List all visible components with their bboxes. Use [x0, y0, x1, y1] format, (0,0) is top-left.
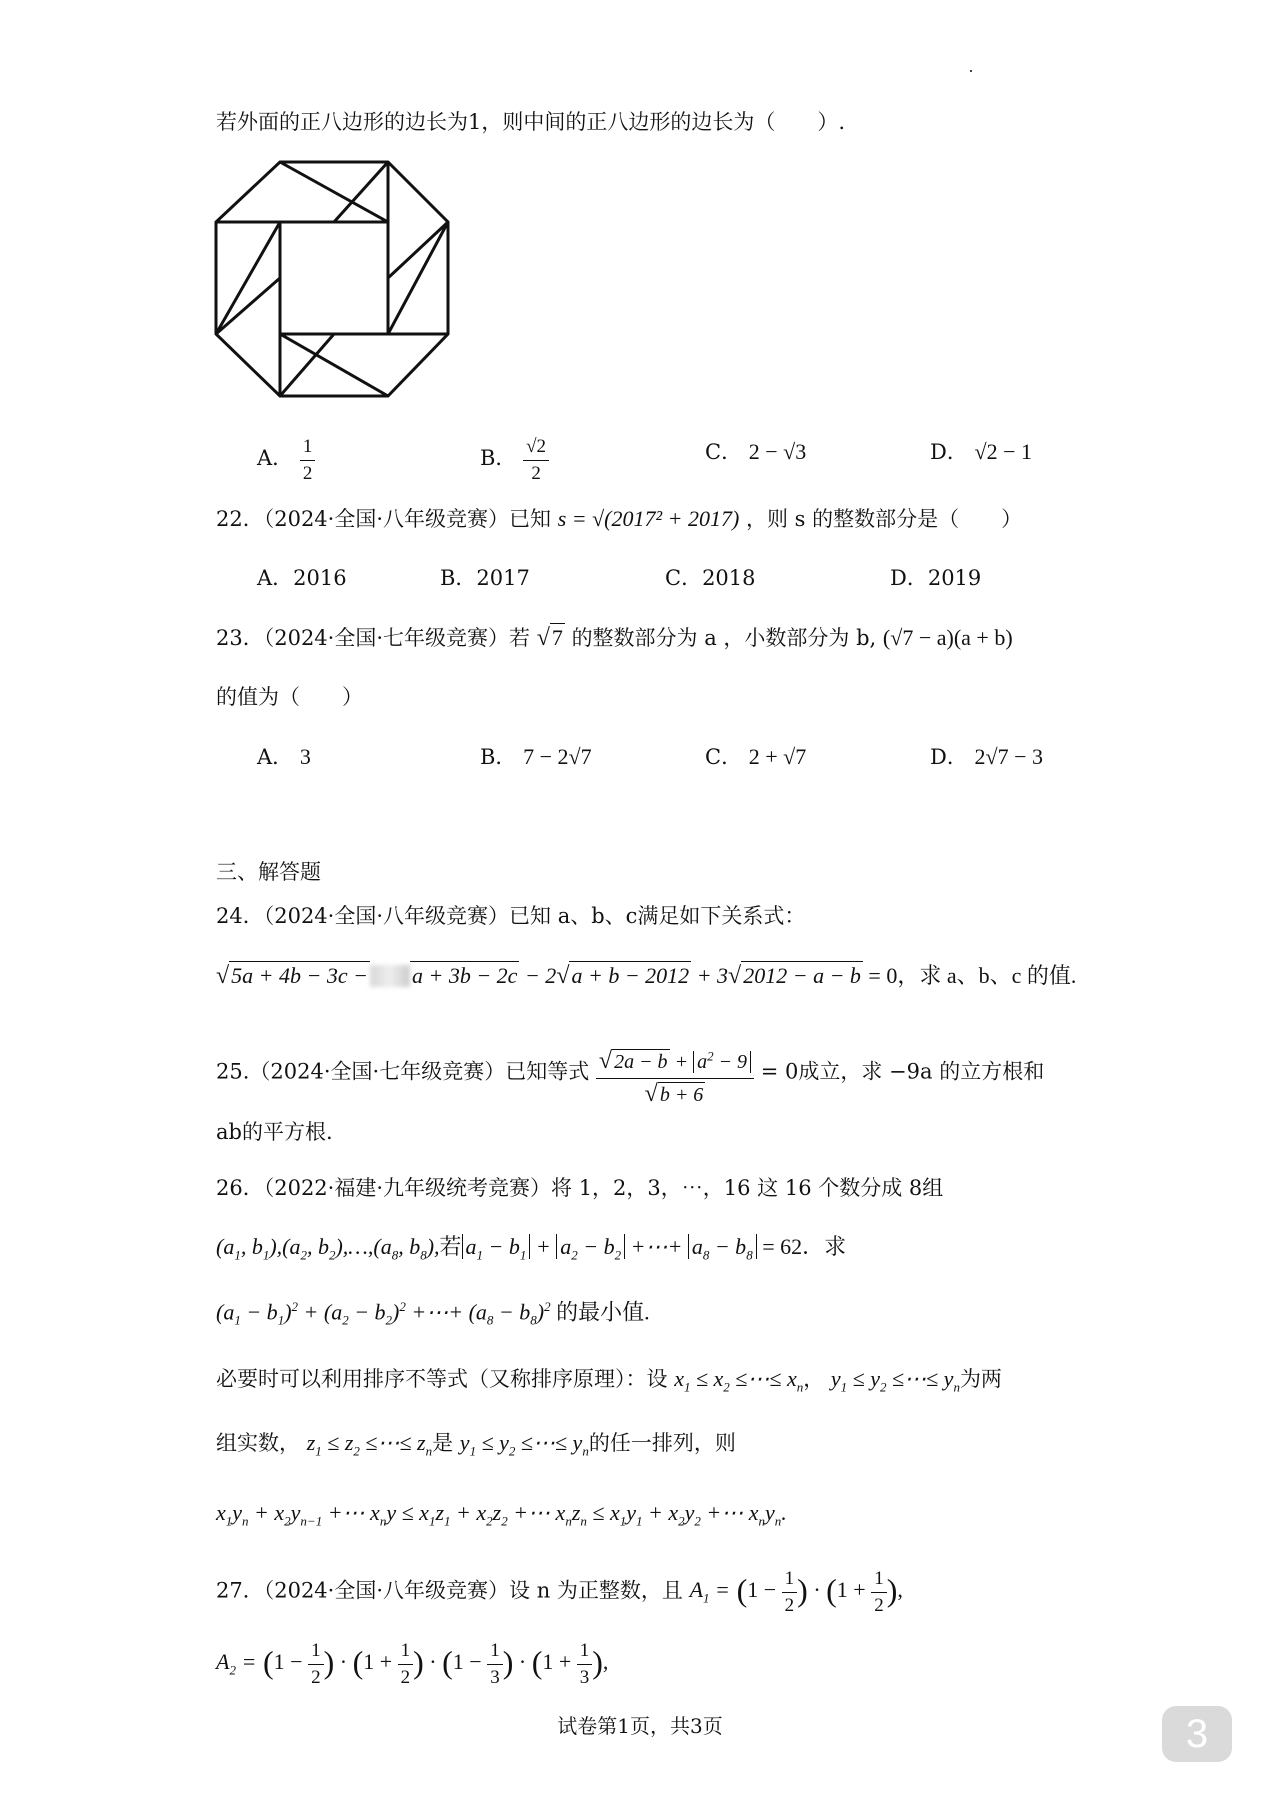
q23-option-a[interactable]: A． 3	[257, 744, 311, 769]
q22-option-c[interactable]: C．2018	[665, 566, 756, 590]
q26-stem: 26．（2022·福建·九年级统考竞赛）将 1，2，3，⋯，16 这 16 个数分成 8组	[216, 1176, 944, 1200]
q22-option-a[interactable]: A．2016	[257, 566, 347, 590]
q22-option-d[interactable]: D．2019	[890, 566, 982, 590]
page-footer: 试卷第1页，共3页	[557, 1714, 723, 1738]
q27-stem: 27．（2024·全国·八年级竞赛）设 n 为正整数，且 $A_1 = (1$ − $\frac{1}{2}$ ) · (1 + $\frac{1}{2}$ ),	[216, 1568, 903, 1616]
q26-hint-line2: 组实数， $z_1 \le z_2$ ≤⋯≤ $z_n$是 $y_1 \le y_2$ ≤⋯≤ $y_n$的任一排列，则	[216, 1430, 736, 1459]
q26-hint: 必要时可以利用排序不等式（又称排序原理）：设 $x_1 \le x_2$ ≤⋯≤ $x_n$， $y_1 \le y_2$ ≤⋯≤ $y_n$为两	[216, 1366, 1002, 1395]
q25-stem: 25.（2024·全国·七年级竞赛）已知等式 $\frac{√ 2a - b + a^2 - 9}{√ b + 6}$ = 0成立，求 −9a 的立方根和	[216, 1048, 1045, 1107]
q27-a2: $A_2 = (1$ − $\frac{1}{2}$ ) · (1 + $\frac{1}{2}$ ) · (1 − $\frac{1}{3}$ ) · (1 + $\frac{1}{3}$ ),	[216, 1640, 609, 1688]
q26-objective: $(a_1 - b_1)^2 + (a_2 - b_2)^2$ +⋯+ $(a_8 - b_8)^2$ 的最小值.	[216, 1299, 650, 1328]
q21-option-d[interactable]: D． √2 − 1	[930, 439, 1033, 464]
q25-stem-line2: ab的平方根.	[216, 1120, 333, 1144]
q24-stem: 24．（2024·全国·八年级竞赛）已知 a、b、c满足如下关系式：	[216, 904, 806, 928]
q26-rearrangement-inequality: $x_1y_n + x_2y_{n-1}$ +⋯ $x_ny \le x_1z_1 + x_2z_2$ +⋯ $x_nz_n \le x_1y_1 + x_2y_2$ +⋯ $x_ny_n$.	[216, 1500, 787, 1529]
q21-b-fraction: $\frac{√2}{2}$	[523, 436, 549, 485]
blurred-region	[370, 965, 410, 987]
q21-option-b[interactable]: B． $\frac{√2}{2}$	[480, 436, 549, 485]
q24-equation: √5a + 4b − 3c − a + 3b − 2c − 2√a + b − 2012 + 3√2012 − a − b = 0，求 a、b、c 的值.	[216, 963, 1077, 989]
q21-a-fraction: $\frac{1}{2}$	[300, 436, 316, 485]
q21-stem: 若外面的正八边形的边长为1，则中间的正八边形的边长为（ ）.	[216, 110, 846, 134]
page-count-badge[interactable]: 3	[1162, 1706, 1232, 1762]
section-heading: 三、解答题	[216, 860, 321, 884]
q21-option-a[interactable]: A． $\frac{1}{2}$	[257, 436, 315, 485]
q23-option-c[interactable]: C． 2 + √7	[705, 744, 807, 769]
q25-fraction: $\frac{√ 2a - b + a^2 - 9}{√ b + 6}$	[596, 1048, 754, 1108]
q21-option-c[interactable]: C． 2 − √3	[705, 439, 807, 464]
q22-stem: 22．（2024·全国·八年级竞赛）已知 s = √(2017² + 2017) ，则 s 的整数部分是（ ）	[216, 506, 1023, 531]
q22-option-b[interactable]: B．2017	[440, 566, 530, 590]
q23-stem-line2: 的值为（ ）	[216, 685, 363, 709]
q23-option-b[interactable]: B． 7 − 2√7	[480, 744, 592, 769]
octagon-figure	[210, 158, 460, 408]
q26-groups: ($a_1$, $b_1),(a_2$, $b_2),\dots,(a_8$, $b_8$),若 $a_1 - b_1 + a_2 - b_2$ +⋯+ $a_8 - b_8 = 62$．求	[216, 1234, 847, 1263]
scan-speck	[970, 70, 972, 72]
q23-stem: 23．（2024·全国·七年级竞赛）若 √7 的整数部分为 a ，小数部分为 b, (√7 − a)(a + b)	[216, 625, 1013, 651]
q23-option-d[interactable]: D． 2√7 − 3	[930, 744, 1044, 769]
